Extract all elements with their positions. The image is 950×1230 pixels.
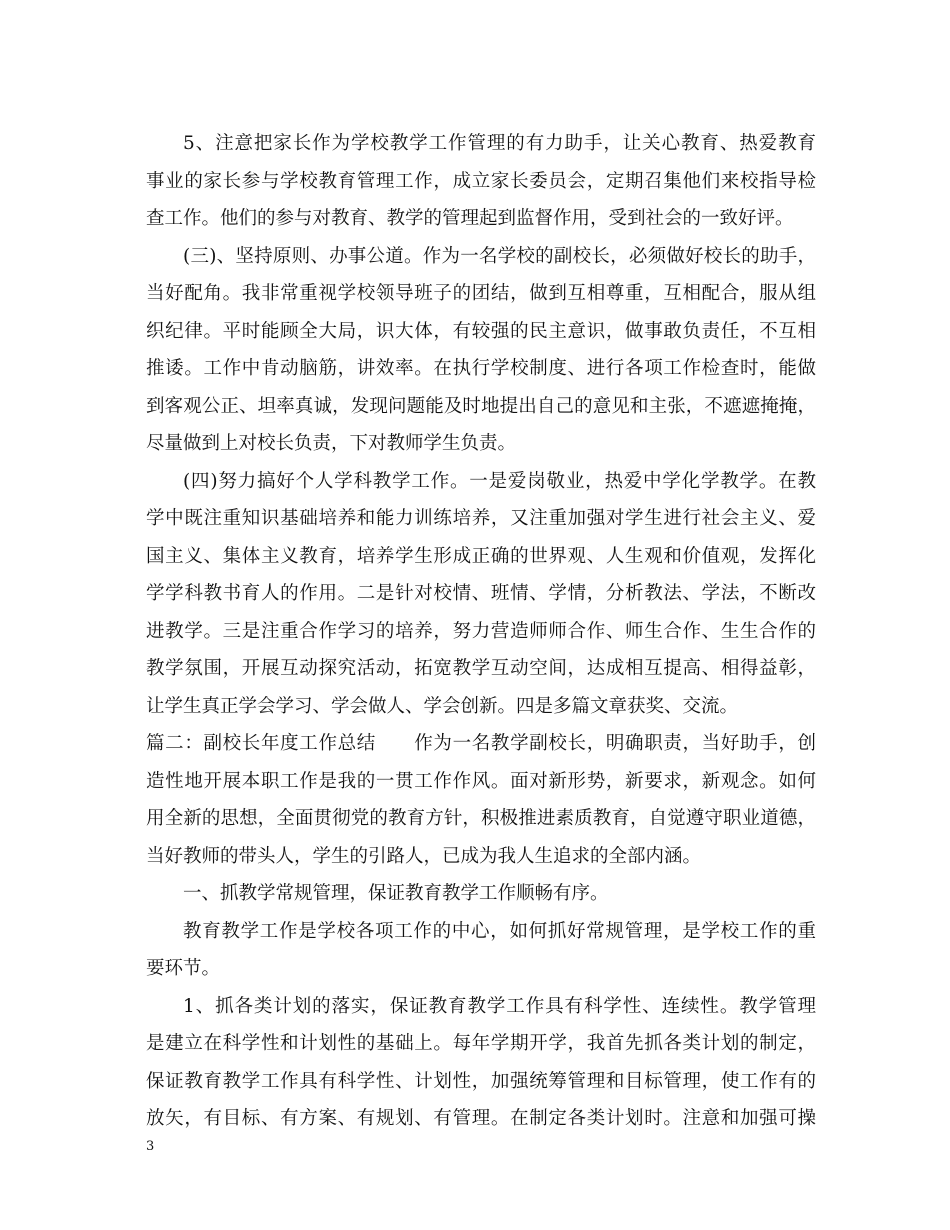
text-line: 让学生真正学会学习、学会做人、学会创新。四是多篇文章获奖、交流。	[146, 695, 739, 717]
text-line: 当好教师的带头人，学生的引路人，已成为我人生追求的全部内涵。	[146, 845, 702, 867]
text-line: 5、注意把家长作为学校教学工作管理的有力助手，让关心教育、热爱教育	[183, 133, 816, 154]
page-number: 3	[146, 1139, 155, 1154]
text-line: (四)努力搞好个人学科教学工作。一是爱岗敬业，热爱中学化学教学。在教	[183, 470, 816, 492]
text-line: 造性地开展本职工作是我的一贯工作作风。面对新形势，新要求，新观念。如何	[146, 770, 816, 792]
text-line: 国主义、集体主义教育，培养学生形成正确的世界观、人生观和价值观，发挥化	[146, 545, 816, 567]
text-line: 篇二：副校长年度工作总结 作为一名教学副校长，明确职责，当好助手，创	[146, 733, 816, 754]
text-line: 当好配角。我非常重视学校领导班子的团结，做到互相尊重，互相配合，服从组	[146, 283, 816, 304]
text-line: 学学科教书育人的作用。二是针对校情、班情、学情，分析教法、学法，不断改	[146, 583, 816, 604]
text-line: 是建立在科学性和计划性的基础上。每年学期开学，我首先抓各类计划的制定，	[146, 1033, 816, 1054]
text-line: 教育教学工作是学校各项工作的中心，如何抓好常规管理，是学校工作的重	[183, 920, 816, 942]
text-line: 保证教育教学工作具有科学性、计划性，加强统筹管理和目标管理，使工作有的	[146, 1070, 816, 1092]
text-line: 放矢，有目标、有方案、有规划、有管理。在制定各类计划时。注意和加强可操	[146, 1108, 816, 1129]
text-line: 用全新的思想，全面贯彻党的教育方针，积极推进素质教育，自觉遵守职业道德，	[146, 808, 816, 829]
text-line: 学中既注重知识基础培养和能力训练培养，又注重加强对学生进行社会主义、爱	[146, 508, 816, 529]
text-line: 尽量做到上对校长负责，下对教师学生负责。	[146, 433, 517, 454]
text-line: 一、抓教学常规管理，保证教育教学工作顺畅有序。	[183, 883, 609, 904]
text-line: 推诿。工作中肯动脑筋，讲效率。在执行学校制度、进行各项工作检查时，能做	[146, 358, 816, 379]
text-line: 要环节。	[146, 958, 221, 979]
body-text	[146, 125, 816, 1138]
text-line: 教学氛围，开展互动探究活动，拓宽教学互动空间，达成相互提高、相得益彰，	[146, 658, 816, 679]
text-line: 到客观公正、坦率真诚，发现问题能及时地提出自己的意见和主张，不遮遮掩掩，	[146, 395, 816, 417]
text-line: 织纪律。平时能顾全大局，识大体，有较强的民主意识，做事敢负责任，不互相	[146, 320, 816, 342]
text-line: 查工作。他们的参与对教育、教学的管理起到监督作用，受到社会的一致好评。	[146, 208, 794, 229]
text-line: (三)、坚持原则、办事公道。作为一名学校的副校长，必须做好校长的助手，	[183, 245, 816, 267]
text-line: 1、抓各类计划的落实，保证教育教学工作具有科学性、连续性。教学管理	[183, 995, 816, 1017]
text-line: 事业的家长参与学校教育管理工作，成立家长委员会，定期召集他们来校指导检	[146, 170, 816, 192]
text-line: 进教学。三是注重合作学习的培养，努力营造师师合作、师生合作、生生合作的	[146, 620, 816, 642]
